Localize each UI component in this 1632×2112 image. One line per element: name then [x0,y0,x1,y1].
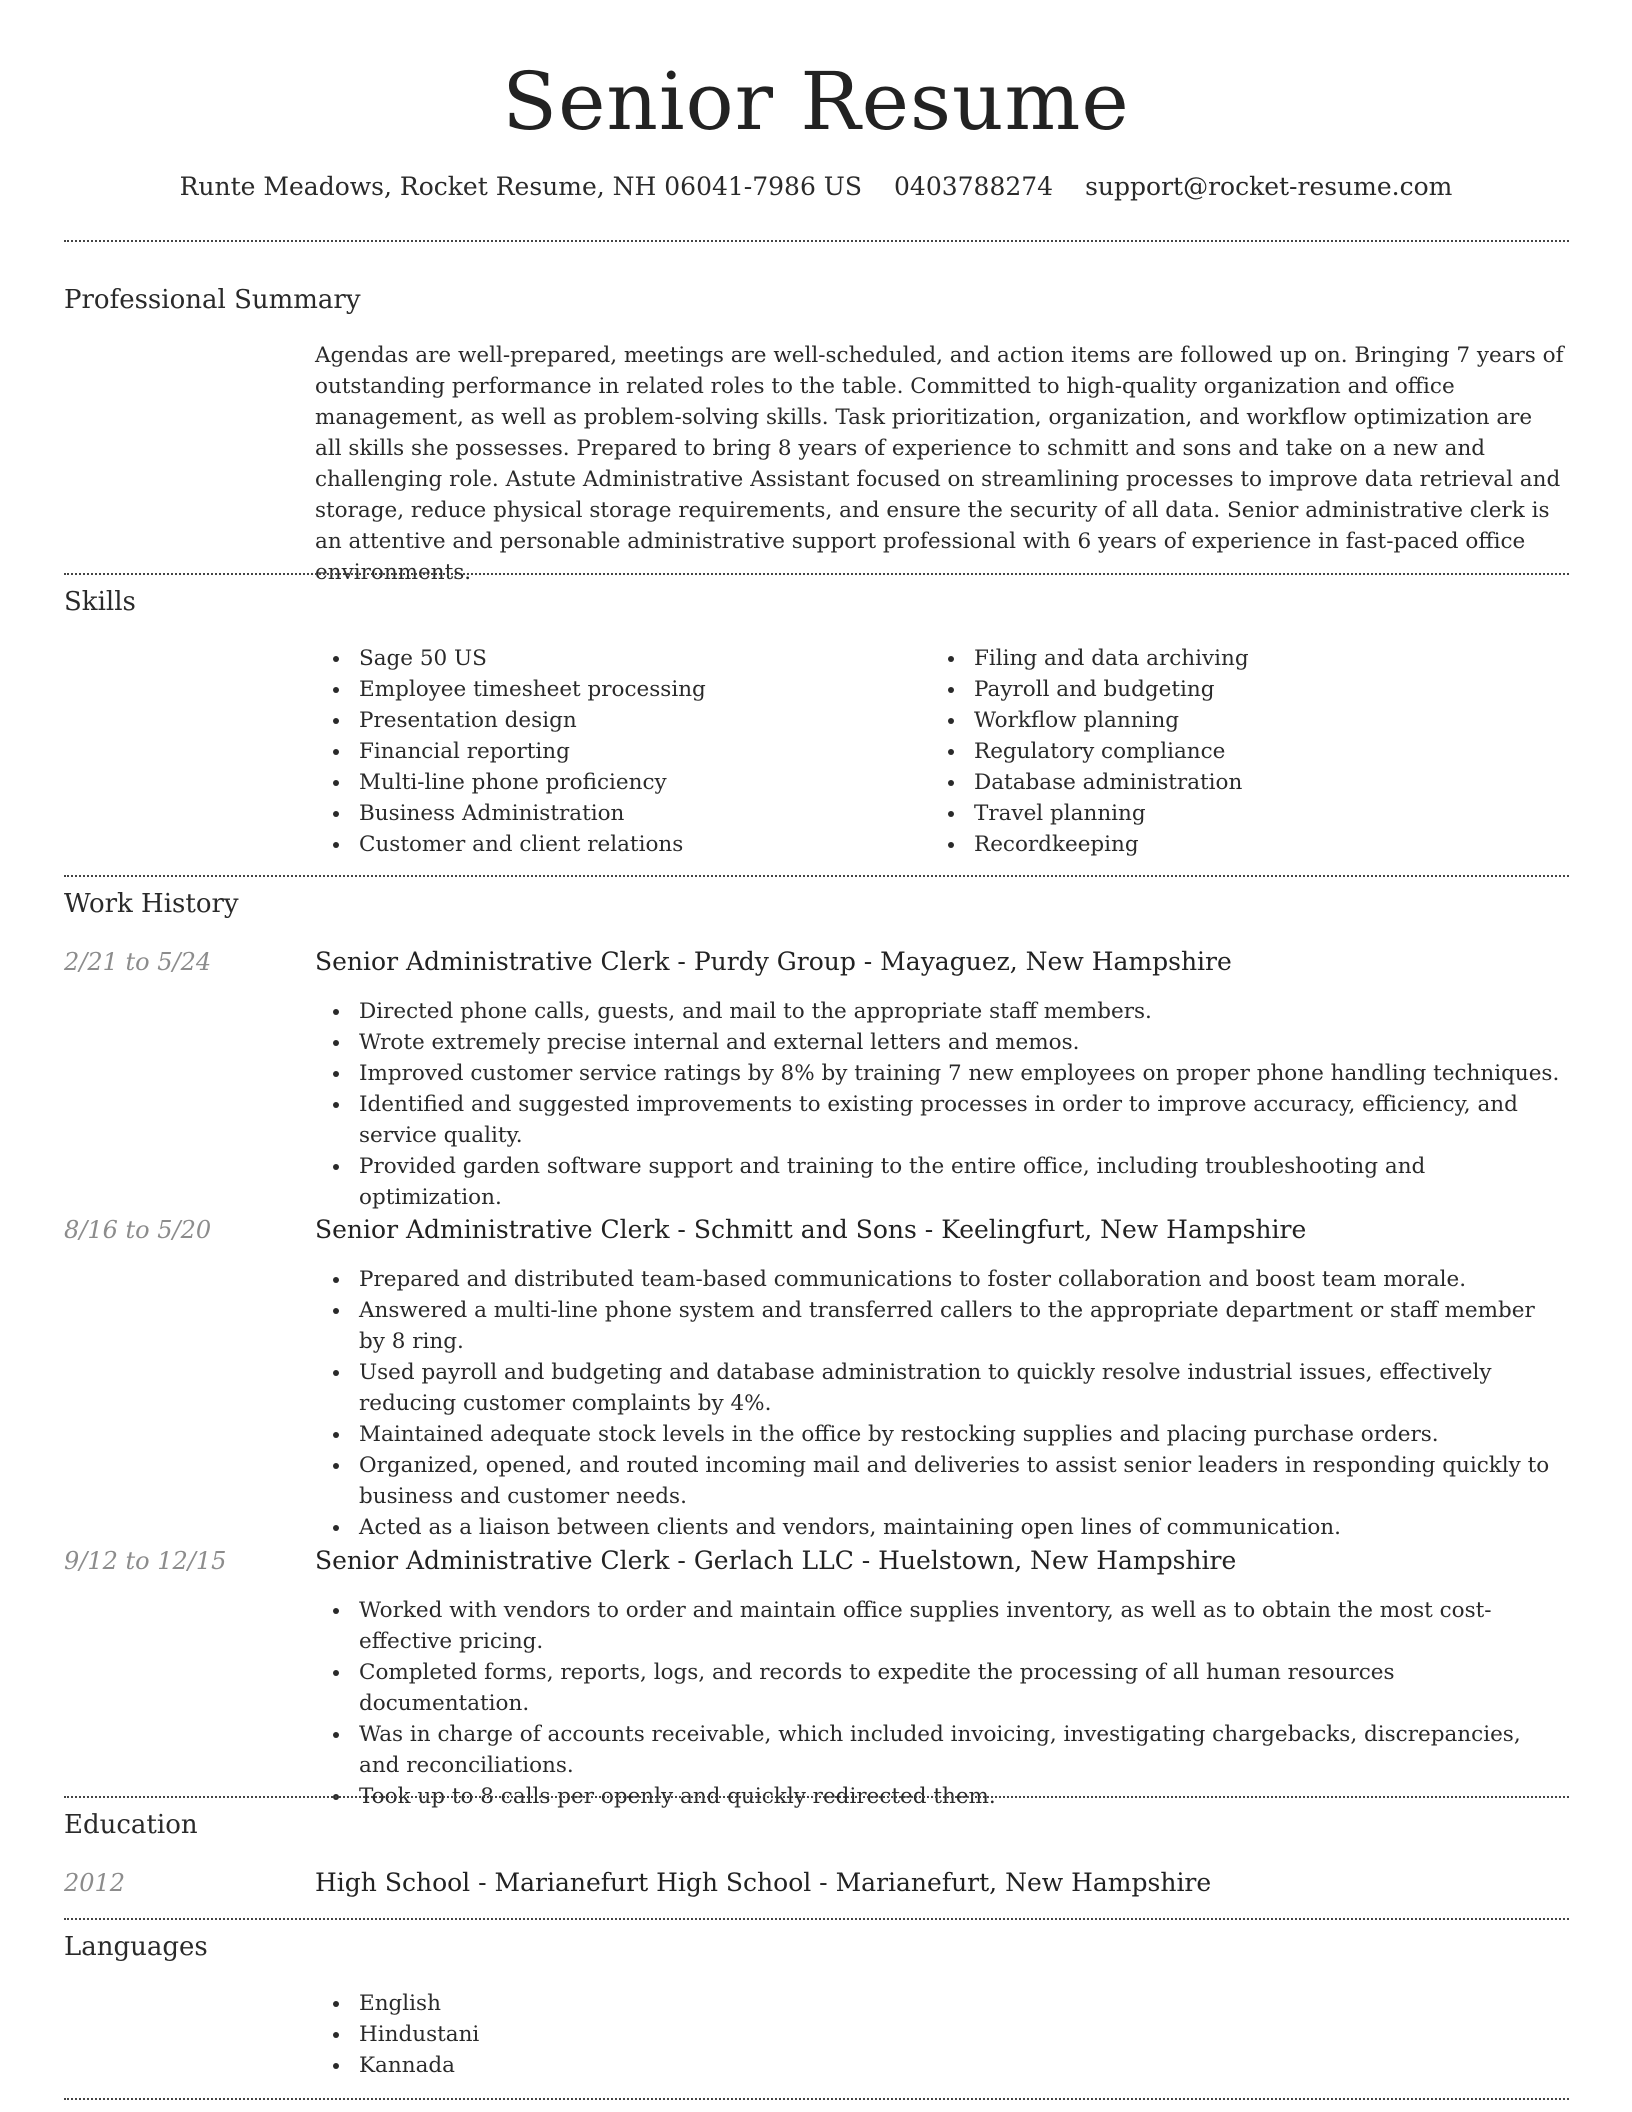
duty-item: Acted as a liaison between clients and vendors, maintaining open lines of communication. [359,1512,1565,1543]
job-dates: 2/21 to 5/24 [64,948,212,976]
duty-item: Improved customer service ratings by 8% by training 7 new employees on proper phone handling techniques. [359,1058,1565,1089]
duty-item: Completed forms, reports, logs, and records to expedite the processing of all human resources documentation. [359,1657,1565,1719]
contact-email: support@rocket-resume.com [1085,172,1453,201]
section-divider [64,875,1569,877]
contact-phone: 0403788274 [894,172,1054,201]
section-divider [64,240,1569,242]
duty-item: Organized, opened, and routed incoming mail and deliveries to assist senior leaders in responding quickly to business and customer needs. [359,1450,1565,1512]
job-title: Senior Administrative Clerk - Gerlach LLC - Huelstown, New Hampshire [315,1546,1237,1575]
duty-item: Answered a multi-line phone system and transferred callers to the appropriate department or staff member by 8 ring. [359,1295,1565,1357]
languages-heading: Languages [64,1932,208,1962]
education-entry: High School - Marianefurt High School - Marianefurt, New Hampshire [315,1868,1212,1897]
skill-item: Filing and data archiving [974,643,1490,674]
contact-address: Runte Meadows, Rocket Resume, NH 06041-7986 US [179,172,863,201]
language-item: English [359,1988,1565,2019]
skill-item: Business Administration [359,798,875,829]
summary-body [315,340,1565,588]
skills-heading: Skills [64,587,136,617]
skill-item: Customer and client relations [359,829,875,860]
duty-item: Worked with vendors to order and maintain office supplies inventory, as well as to obtain the most cost-effective pricing. [359,1595,1565,1657]
duty-item: Provided garden software support and training to the entire office, including troubleshooting and optimization. [359,1151,1565,1213]
skill-item: Database administration [974,767,1490,798]
skill-item: Recordkeeping [974,829,1490,860]
duty-item: Prepared and distributed team-based communications to foster collaboration and boost team morale. [359,1264,1565,1295]
skill-item: Workflow planning [974,705,1490,736]
job-duties [315,1264,1565,1543]
skill-item: Payroll and budgeting [974,674,1490,705]
skill-item: Financial reporting [359,736,875,767]
work-heading: Work History [64,889,239,919]
section-divider [64,1918,1569,1920]
language-item: Hindustani [359,2019,1565,2050]
job-title: Senior Administrative Clerk - Schmitt and Sons - Keelingfurt, New Hampshire [315,1215,1307,1244]
duty-item: Maintained adequate stock levels in the office by restocking supplies and placing purchase orders. [359,1419,1565,1450]
job-dates: 9/12 to 12/15 [64,1547,227,1575]
section-divider [64,573,1569,575]
skill-item: Travel planning [974,798,1490,829]
job-duties [315,1595,1565,1812]
job-title: Senior Administrative Clerk - Purdy Group - Mayaguez, New Hampshire [315,947,1232,976]
education-year: 2012 [64,1869,126,1897]
duty-item: Used payroll and budgeting and database administration to quickly resolve industrial issues, effectively reducing customer complaints by 4%. [359,1357,1565,1419]
skill-item: Regulatory compliance [974,736,1490,767]
summary-heading: Professional Summary [64,285,361,315]
education-heading: Education [64,1810,198,1840]
skill-item: Presentation design [359,705,875,736]
section-divider [64,1796,1569,1798]
summary-text: Agendas are well-prepared, meetings are well-scheduled, and action items are followed up on. Bringing 7 years of outstanding performance in related roles to the table. Committed to high-quality organization and office management, as well as problem-solving skills. Task prioritization, organization, and workflow optimization are all skills she possesses. Prepared to bring 8 years of experience to schmitt and sons and take on a new and challenging role. Astute Administrative Assistant focused on streamlining processes to improve data retrieval and storage, reduce physical storage requirements, and ensure the security of all data. Senior administrative clerk is an attentive and personable administrative support professional with 6 years of experience in fast-paced office environments. [315,343,1564,585]
language-item: Kannada [359,2050,1565,2081]
job-dates: 8/16 to 5/20 [64,1216,212,1244]
languages-list [315,1988,1565,2081]
duty-item: Wrote extremely precise internal and external letters and memos. [359,1027,1565,1058]
skill-item: Multi-line phone proficiency [359,767,875,798]
resume-title: Senior Resume [502,55,1130,148]
skill-item: Sage 50 US [359,643,875,674]
skills-column-right [930,643,1490,860]
skill-item: Employee timesheet processing [359,674,875,705]
duty-item: Directed phone calls, guests, and mail to the appropriate staff members. [359,996,1565,1027]
job-duties [315,996,1565,1213]
duty-item: Identified and suggested improvements to existing processes in order to improve accuracy, efficiency, and service quality. [359,1089,1565,1151]
duty-item: Took up to 8 calls per openly and quickly redirected them. [359,1781,1565,1812]
contact-line [0,170,1632,204]
section-divider [64,2098,1569,2100]
duty-item: Was in charge of accounts receivable, which included invoicing, investigating chargebacks, discrepancies, and reconciliations. [359,1719,1565,1781]
skills-column-left [315,643,875,860]
